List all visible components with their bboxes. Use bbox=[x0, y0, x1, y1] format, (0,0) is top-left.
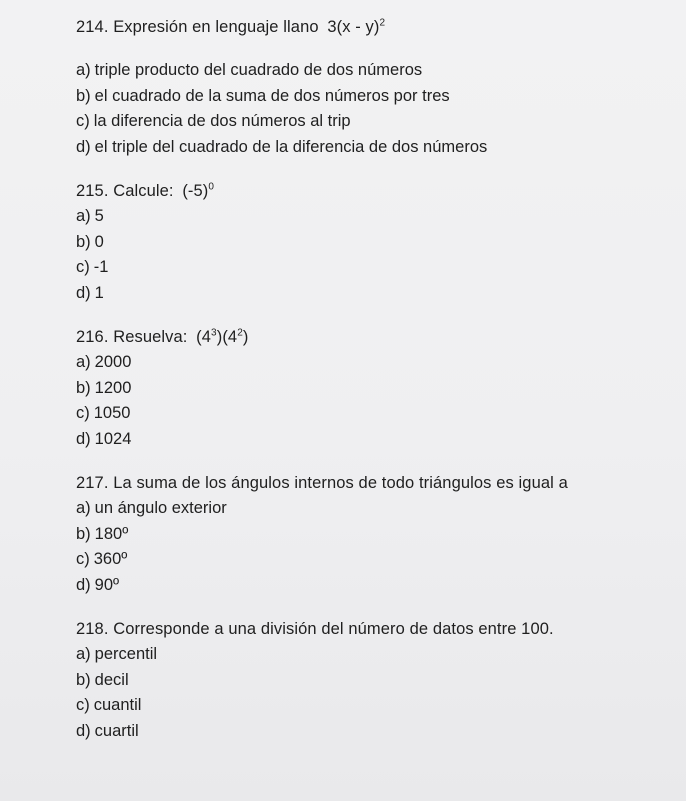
option-c bbox=[76, 401, 686, 427]
option-d bbox=[76, 281, 686, 307]
question-number: 218. bbox=[76, 620, 109, 638]
answer-options bbox=[76, 58, 686, 160]
option-text: cuartil bbox=[94, 721, 139, 740]
option-letter: c) bbox=[76, 550, 90, 568]
option-letter: c) bbox=[76, 112, 90, 130]
question-217 bbox=[76, 470, 686, 598]
option-text: 5 bbox=[94, 207, 104, 225]
question-title bbox=[76, 14, 686, 40]
expression-base: 3(x - y) bbox=[327, 18, 380, 36]
expression-part: )(4 bbox=[216, 328, 238, 346]
expression-exponent: 0 bbox=[208, 181, 215, 193]
answer-options bbox=[76, 350, 686, 452]
option-letter: d) bbox=[76, 575, 91, 594]
option-letter: d) bbox=[76, 283, 91, 302]
option-a bbox=[76, 204, 686, 230]
question-prompt: Resuelva: bbox=[113, 328, 188, 346]
option-a bbox=[76, 58, 686, 84]
option-letter: c) bbox=[76, 696, 90, 714]
question-prompt: La suma de los ángulos internos de todo triángulos es igual a bbox=[113, 474, 568, 492]
question-number: 214. bbox=[76, 18, 109, 36]
option-text: 1050 bbox=[93, 404, 131, 422]
option-text: -1 bbox=[93, 258, 109, 276]
option-b bbox=[76, 522, 686, 548]
math-expression bbox=[327, 18, 385, 36]
option-text: decil bbox=[94, 670, 129, 689]
question-number: 216. bbox=[76, 328, 109, 346]
option-b bbox=[76, 376, 686, 402]
option-text: 1200 bbox=[94, 378, 132, 397]
expression-base: (-5) bbox=[182, 182, 209, 200]
option-letter: b) bbox=[76, 232, 91, 251]
option-text: 2000 bbox=[94, 353, 132, 371]
option-letter: d) bbox=[76, 721, 91, 740]
question-prompt: Calcule: bbox=[113, 182, 174, 200]
option-letter: b) bbox=[76, 524, 91, 543]
option-letter: b) bbox=[76, 86, 91, 105]
option-letter: c) bbox=[76, 258, 90, 276]
question-title bbox=[76, 324, 686, 350]
option-a bbox=[76, 350, 686, 376]
option-text: 1 bbox=[94, 283, 104, 302]
expression-exponent: 2 bbox=[379, 17, 386, 29]
question-title bbox=[76, 470, 686, 496]
option-text: un ángulo exterior bbox=[94, 499, 227, 517]
option-b bbox=[76, 84, 686, 110]
option-text: el triple del cuadrado de la diferencia de dos números bbox=[94, 137, 488, 156]
option-d bbox=[76, 573, 686, 599]
answer-options bbox=[76, 204, 686, 306]
option-letter: a) bbox=[76, 207, 91, 225]
option-letter: a) bbox=[76, 645, 91, 663]
answer-options bbox=[76, 642, 686, 744]
question-prompt: Corresponde a una división del número de datos entre 100. bbox=[113, 620, 554, 638]
option-c bbox=[76, 547, 686, 573]
math-expression bbox=[182, 182, 214, 200]
option-c bbox=[76, 255, 686, 281]
option-letter: c) bbox=[76, 404, 90, 422]
option-text: percentil bbox=[94, 645, 158, 663]
option-d bbox=[76, 719, 686, 745]
question-214 bbox=[76, 14, 686, 160]
expression-exponent: 2 bbox=[237, 327, 243, 339]
option-a bbox=[76, 642, 686, 668]
question-number: 217. bbox=[76, 474, 109, 492]
option-letter: d) bbox=[76, 137, 91, 156]
option-text: 0 bbox=[94, 232, 104, 251]
option-letter: a) bbox=[76, 61, 91, 79]
option-text: 1024 bbox=[94, 429, 132, 448]
option-letter: b) bbox=[76, 670, 91, 689]
option-b bbox=[76, 668, 686, 694]
option-text: 90º bbox=[94, 575, 120, 594]
option-letter: a) bbox=[76, 499, 91, 517]
option-letter: d) bbox=[76, 429, 91, 448]
expression-part: ) bbox=[242, 328, 249, 346]
question-title bbox=[76, 178, 686, 204]
option-letter: a) bbox=[76, 353, 91, 371]
option-c bbox=[76, 693, 686, 719]
answer-options bbox=[76, 496, 686, 598]
option-text: 360º bbox=[93, 550, 128, 568]
option-b bbox=[76, 230, 686, 256]
option-letter: b) bbox=[76, 378, 91, 397]
option-text: triple producto del cuadrado de dos números bbox=[94, 61, 423, 79]
question-218 bbox=[76, 616, 686, 744]
option-text: la diferencia de dos números al trip bbox=[93, 112, 351, 130]
question-prompt: Expresión en lenguaje llano bbox=[113, 18, 319, 36]
option-text: 180º bbox=[94, 524, 129, 543]
question-number: 215. bbox=[76, 182, 109, 200]
option-d bbox=[76, 427, 686, 453]
question-title bbox=[76, 616, 686, 642]
question-216 bbox=[76, 324, 686, 452]
option-a bbox=[76, 496, 686, 522]
math-expression bbox=[196, 328, 248, 346]
question-215 bbox=[76, 178, 686, 306]
expression-exponent: 3 bbox=[211, 327, 217, 339]
option-c bbox=[76, 109, 686, 135]
option-text: el cuadrado de la suma de dos números por tres bbox=[94, 86, 450, 105]
option-text: cuantil bbox=[93, 696, 142, 714]
expression-part: (4 bbox=[196, 328, 212, 346]
option-d bbox=[76, 135, 686, 161]
